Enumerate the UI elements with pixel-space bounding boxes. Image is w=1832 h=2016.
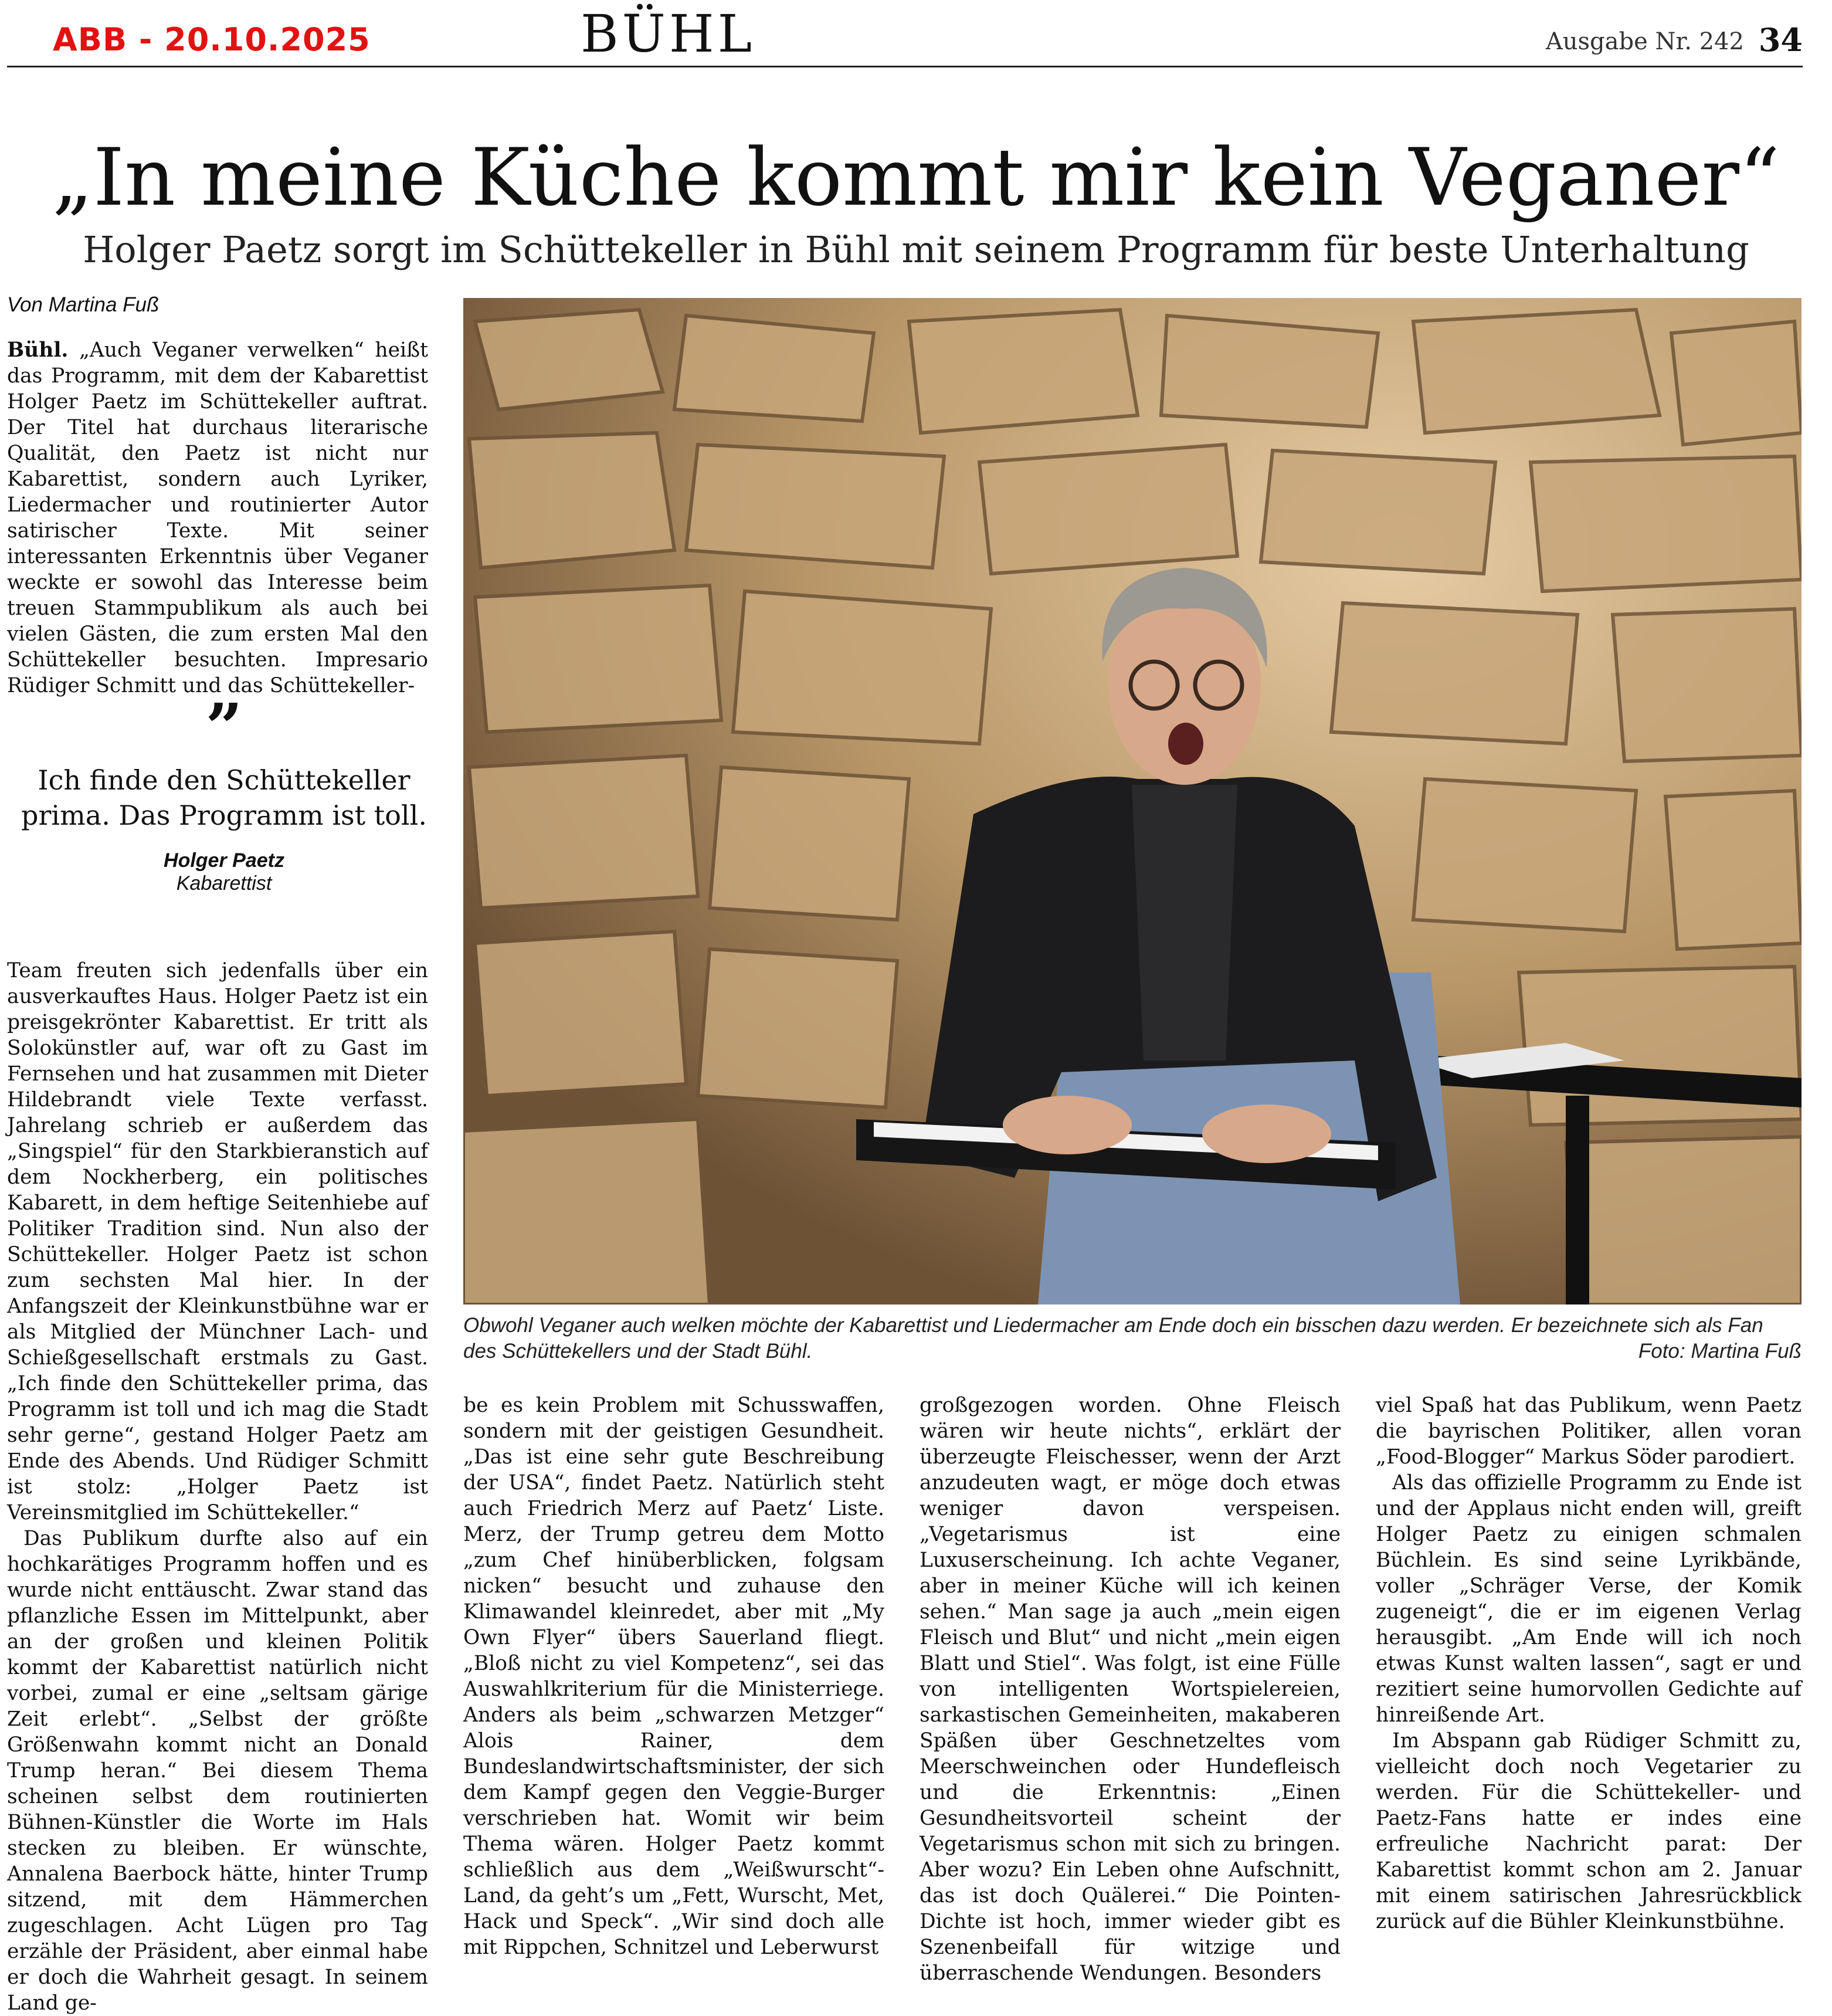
quote-author-role: Kabarettist [176,872,272,895]
headline: „In meine Küche kommt mir kein Veganer“ [52,131,1780,223]
photo-caption [463,1313,1802,1364]
page-number: 34 [1758,21,1803,59]
caption-text: Obwohl Veganer auch welken möchte der Kabarettist und Liedermacher am Ende doch ein bisschen dazu werden. Er bezeichnete sich als Fan des Schüttekellers und der Stadt Bühl. [463,1314,1763,1363]
column-1-top [7,337,428,699]
column-2 [463,1392,884,1960]
subheadline: Holger Paetz sorgt im Schüttekeller in Bühl mit seinem Programm für beste Unterhaltung [83,228,1749,271]
dateline: Bühl. [7,338,69,362]
column-4 [1376,1392,1802,1934]
quote-author: Holger Paetz [164,849,284,872]
column-3 [920,1392,1341,1986]
pull-quote [7,689,441,944]
byline: Von Martina Fuß [7,293,160,316]
column-1-bottom [7,958,428,2016]
quote-mark: ” [205,689,243,765]
article-photo [463,298,1802,1305]
paragraph: Team freuten sich jedenfalls über ein ausverkauftes Haus. Holger Paetz ist ein preisgekrönter Kabarettist. Er tritt als Solokünstler auf, war oft zu Gast im Fernsehen und hat zusammen mit Dieter Hildebrandt viele Texte verfasst. Jahrelang schrieb er außerdem das „Singspiel“ für den Starkbieranstich auf dem Nockherberg, ein politisches Kabarett, in dem heftige Seitenhiebe auf Politiker Tradition sind. Nun also der Schüttekeller. Holger Paetz ist schon zum sechsten Mal hier. In der Anfangszeit der Kleinkunstbühne war er als Mitglied der Münchner Lach- und Schießgesellschaft erstmals zu Gast. „Ich finde den Schüttekeller prima, das Programm ist toll und ich mag die Stadt sehr gerne“, gestand Holger Paetz am Ende des Abends. Und Rüdiger Schmitt ist stolz: „Holger Paetz ist Vereinsmitglied im Schüttekeller.“ [7,959,428,1524]
section-title: BÜHL [581,4,756,64]
quote-text: Ich finde den Schüttekeller prima. Das Programm ist toll. [21,764,427,831]
photo-illustration [463,298,1802,1305]
masthead [7,0,1803,67]
paragraph: be es kein Problem mit Schusswaffen, sondern mit der geistigen Gesundheit. „Das ist eine sehr gute Beschreibung der USA“, findet Paetz. Natürlich steht auch Friedrich Merz auf Paetz‘ Liste. Merz, der Trump getreu dem Motto „zum Chef hinüberblicken, folgsam nicken“ besucht und zuhause den Klimawandel kleinredet, aber mit „My Own Flyer“ übers Sauerland fliegt. „Bloß nicht zu viel Kompetenz“, sei das Auswahlkriterium für die Ministerriege. Anders als beim „schwarzen Metzger“ Alois Rainer, dem Bundeslandwirtschaftsminister, der sich dem Kampf gegen den Veggie-Burger verschrieben hat. Womit wir beim Thema wären. Holger Paetz kommt schließlich aus dem „Weißwurscht“-Land, da geht’s um „Fett, Wurscht, Met, Hack und Speck“. „Wir sind doch alle mit Rippchen, Schnitzel und Leberwurst [463,1394,884,1959]
paragraph: viel Spaß hat das Publikum, wenn Paetz die bayrischen Politiker, allen voran „Food-Blogger“ Markus Söder parodiert. [1376,1394,1802,1469]
paragraph: Das Publikum durfte also auf ein hochkarätiges Programm hoffen und es wurde nicht enttäuscht. Zwar stand das pflanzliche Essen im Mittelpunkt, aber an der großen und kleinen Politik kommt der Kabarettist natürlich nicht vorbei, zumal er eine „seltsam gärige Zeit erlebt“. „Selbst der größte Größenwahn kommt nicht an Donald Trump heran.“ Bei diesem Thema scheinen selbst dem routinierten Bühnen-Künstler die Worte im Hals stecken zu bleiben. Er wünschte, Annalena Baerbock hätte, hinter Trump sitzend, mit dem Hämmerchen zugeschlagen. Acht Lügen pro Tag erzähle der Präsident, aber einmal habe er doch die Wahrheit gesagt. In seinem Land ge- [7,1527,428,2015]
date-stamp: ABB - 20.10.2025 [53,21,371,58]
paragraph: Im Abspann gab Rüdiger Schmitt zu, vielleicht doch noch Vegetarier zu werden. Für die Schüttekeller- und Paetz-Fans hatte er indes eine erfreuliche Nachricht parat: Der Kabarettist kommt schon am 2. Januar mit einem satirischen Jahresrückblick zurück auf die Bühler Kleinkunstbühne. [1376,1729,1802,1933]
issue-number: Ausgabe Nr. 242 [1545,28,1744,55]
lead-paragraph: „Auch Veganer verwelken“ heißt das Programm, mit dem der Kabarettist Holger Paetz im Schüttekeller auftrat. Der Titel hat durchaus literarische Qualität, den Paetz ist nicht nur Kabarettist, sondern auch Lyriker, Liedermacher und routinierter Autor satirischer Texte. Mit seiner interessanten Erkenntnis über Veganer weckte er sowohl das Interesse beim treuen Stammpublikum als auch bei vielen Gästen, die zum ersten Mal den Schüttekeller besuchten. Impresario Rüdiger Schmitt und das Schüttekeller- [7,338,428,697]
photo-credit: Foto: Martina Fuß [1638,1340,1802,1363]
paragraph: großgezogen worden. Ohne Fleisch wären wir heute nichts“, erklärt der überzeugte Fleischesser, wenn der Arzt anzudeuten wagt, er möge doch etwas weniger davon verspeisen. „Vegetarismus ist eine Luxuserscheinung. Ich achte Veganer, aber in meiner Küche will ich keinen sehen.“ Man sage ja auch „mein eigen Fleisch und Blut“ und nicht „mein eigen Blatt und Stiel“. Was folgt, ist eine Fülle von intelligenten Wortspielereien, sarkastischen Gemeinheiten, makaberen Späßen über Geschnetzeltes vom Meerschweinchen oder Hundefleisch und die Erkenntnis: „Einen Gesundheitsvorteil scheint der Vegetarismus schon mit sich zu bringen. Aber wozu? Ein Leben ohne Aufschnitt, das ist doch Quälerei.“ Die Pointen-Dichte ist hoch, immer wieder gibt es Szenenbeifall für witzige und überraschende Wendungen. Besonders [920,1394,1341,1985]
paragraph: Als das offizielle Programm zu Ende ist und der Applaus nicht enden will, greift Holger Paetz zu einigen schmalen Büchlein. Es sind seine Lyrikbände, voller „Schräger Verse, der Komik zugeneigt“, die er im eigenen Verlag herausgibt. „Am Ende will ich noch etwas Kunst walten lassen“, sagt er und rezitiert seine humorvollen Gedichte auf hinreißende Art. [1376,1471,1802,1727]
